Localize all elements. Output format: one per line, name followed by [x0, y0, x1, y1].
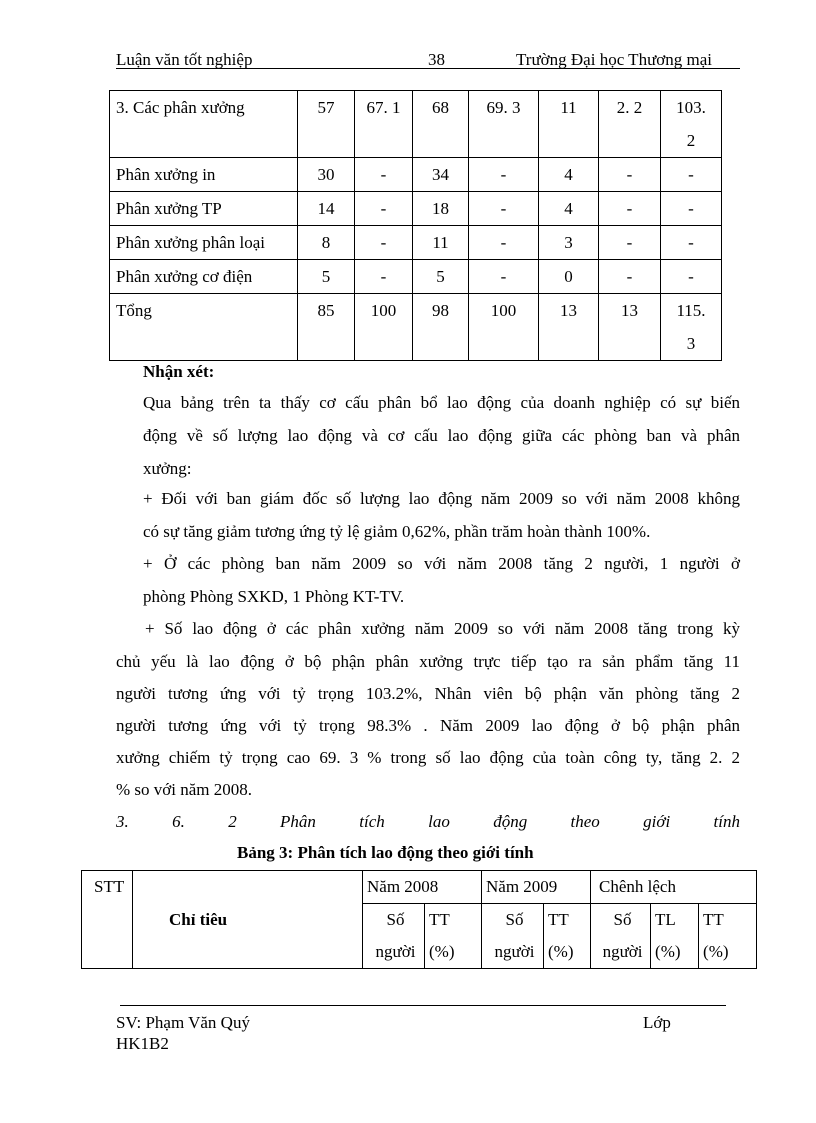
row-label: Phân xưởng in [110, 158, 298, 192]
cell: - [661, 192, 722, 226]
cell: 67. 1 [355, 91, 413, 158]
cell: 68 [413, 91, 469, 158]
section-word: theo [570, 812, 600, 831]
count-header [363, 904, 425, 969]
cell: 100 [469, 294, 539, 361]
cell: - [469, 260, 539, 294]
cell: 0 [539, 260, 599, 294]
cell: - [599, 226, 661, 260]
remarks-p4-line3: người tương ứng với tỷ trọng 103.2%, Nhân viên bộ phận văn phòng tăng 2 [116, 684, 740, 703]
cell-line: 3 [686, 334, 696, 353]
cell: 11 [413, 226, 469, 260]
cell: 57 [298, 91, 355, 158]
remarks-p4-line5: xưởng chiếm tỷ trọng cao 69. 3 % trong số lao động của toàn công ty, tăng 2. 2 [116, 748, 740, 767]
cell: 13 [539, 294, 599, 361]
cell: 5 [298, 260, 355, 294]
tt-label: TT [429, 910, 450, 929]
pct-label: (%) [548, 942, 574, 961]
cell: 34 [413, 158, 469, 192]
table-row [110, 192, 722, 226]
table-row [110, 91, 722, 158]
table-row [110, 260, 722, 294]
cell: - [355, 226, 413, 260]
row-label: Tổng [110, 294, 298, 361]
table-row [110, 158, 722, 192]
cell-line: 2 [686, 131, 696, 150]
header-right: Trường Đại học Thương mại [516, 50, 713, 69]
row-label: Phân xưởng phân loại [110, 226, 298, 260]
cell: 30 [298, 158, 355, 192]
cell: - [469, 192, 539, 226]
table-caption: Bảng 3: Phân tích lao động theo giới tính [237, 843, 534, 862]
table-row [110, 294, 722, 361]
cell [661, 91, 722, 158]
footer-class-label: Lớp [643, 1013, 671, 1032]
cell: 100 [355, 294, 413, 361]
cell: 85 [298, 294, 355, 361]
share-header [425, 904, 482, 969]
tt-label: TT [703, 910, 724, 929]
remarks-p4-line1: + Số lao động ở các phân xưởng năm 2009 so với năm 2008 tăng trong kỳ [145, 619, 740, 638]
footer-rule [120, 1005, 726, 1006]
count-header [591, 904, 651, 969]
nguoi-label: người [494, 942, 535, 961]
section-heading [116, 805, 740, 838]
cell: - [355, 192, 413, 226]
cell-line: 103. [676, 98, 706, 117]
pct-label: (%) [703, 942, 729, 961]
section-word: động [493, 812, 528, 831]
remarks-p1-line3: xưởng: [143, 459, 192, 478]
section-word: 6. [172, 812, 185, 831]
cell: - [661, 260, 722, 294]
so-label: Số [613, 910, 632, 929]
share-header [699, 904, 757, 969]
cell: 4 [539, 158, 599, 192]
header-rule [116, 68, 740, 69]
cell: - [355, 158, 413, 192]
cell: - [469, 158, 539, 192]
nguoi-label: người [602, 942, 643, 961]
nguoi-label: người [375, 942, 416, 961]
cell: 14 [298, 192, 355, 226]
remarks-p3-line2: phòng Phòng SXKD, 1 Phòng KT-TV. [143, 587, 405, 606]
remarks-p3-line1: + Ở các phòng ban năm 2009 so với năm 2008 tăng 2 người, 1 người ở [143, 554, 740, 573]
gender-table [81, 870, 757, 969]
table-header-row [82, 871, 757, 904]
cell [661, 294, 722, 361]
so-label: Số [386, 910, 405, 929]
cell: - [599, 260, 661, 294]
count-header [482, 904, 544, 969]
tt-label: TT [548, 910, 569, 929]
section-word: 2 [228, 812, 237, 831]
year-2008-header: Năm 2008 [363, 871, 482, 904]
cell: 8 [298, 226, 355, 260]
pct-label: (%) [429, 942, 455, 961]
cell: 3 [539, 226, 599, 260]
difference-header: Chênh lệch [591, 871, 757, 904]
labor-table [109, 90, 722, 361]
share-header [544, 904, 591, 969]
section-word: Phân [280, 812, 316, 831]
cell: - [661, 158, 722, 192]
cell: 5 [413, 260, 469, 294]
criteria-header: Chỉ tiêu [133, 871, 363, 969]
remarks-p2-line1: + Đối với ban giám đốc số lượng lao động năm 2009 so với năm 2008 không [143, 489, 740, 508]
row-label: Phân xưởng TP [110, 192, 298, 226]
year-2009-header: Năm 2009 [482, 871, 591, 904]
cell: - [355, 260, 413, 294]
section-word: tính [713, 812, 740, 831]
remarks-p1-line1: Qua bảng trên ta thấy cơ cấu phân bổ lao động của doanh nghiệp có sự biến [143, 393, 740, 412]
cell: 4 [539, 192, 599, 226]
so-label: Số [505, 910, 524, 929]
remarks-p1-line2: động về số lượng lao động và cơ cấu lao động giữa các phòng ban và phân [143, 426, 740, 445]
cell: 98 [413, 294, 469, 361]
remarks-heading: Nhận xét: [143, 362, 215, 381]
remarks-p4-line6: % so với năm 2008. [116, 780, 253, 799]
row-label: 3. Các phân xưởng [110, 91, 298, 158]
cell: 69. 3 [469, 91, 539, 158]
remarks-p4-line4: người tương ứng với tỷ trọng 98.3% . Năm 2009 lao động ở bộ phận phân [116, 716, 740, 735]
header-left: Luận văn tốt nghiệp [116, 50, 253, 69]
section-word: giới [643, 812, 671, 831]
row-label: Phân xưởng cơ điện [110, 260, 298, 294]
tl-label: TL [655, 910, 676, 929]
table-row [110, 226, 722, 260]
cell: - [661, 226, 722, 260]
remarks-p2-line2: có sự tăng giảm tương ứng tỷ lệ giảm 0,62%, phần trăm hoàn thành 100%. [143, 522, 651, 541]
stt-header: STT [82, 871, 133, 969]
section-word: tích [359, 812, 385, 831]
cell: - [599, 158, 661, 192]
cell: 2. 2 [599, 91, 661, 158]
rate-header [651, 904, 699, 969]
cell: - [469, 226, 539, 260]
footer-student: SV: Phạm Văn Quý [116, 1013, 250, 1032]
remarks-p4-line2: chủ yếu là lao động ở bộ phận phân xưởng trực tiếp tạo ra sản phẩm tăng 11 [116, 652, 740, 671]
cell: 18 [413, 192, 469, 226]
cell-line: 115. [676, 301, 706, 320]
footer-class-code: HK1B2 [116, 1034, 169, 1053]
pct-label: (%) [655, 942, 681, 961]
cell: 11 [539, 91, 599, 158]
section-word: lao [428, 812, 450, 831]
cell: - [599, 192, 661, 226]
cell: 13 [599, 294, 661, 361]
page-number: 38 [428, 50, 445, 69]
section-word: 3. [116, 812, 129, 831]
